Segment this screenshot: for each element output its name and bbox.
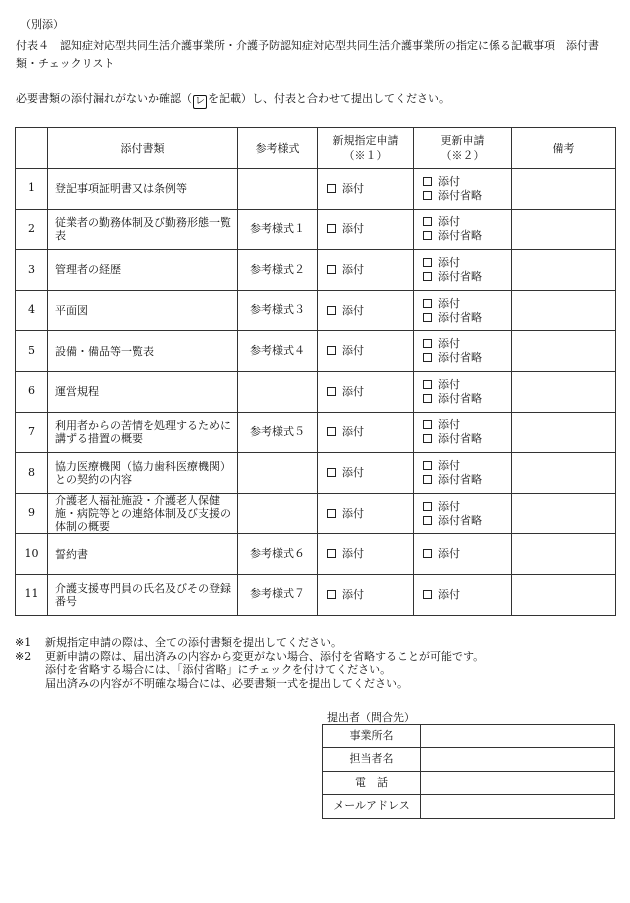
remarks-cell[interactable] — [512, 534, 616, 575]
row-number: 11 — [16, 574, 48, 615]
renewal-attach-label: 添付 — [438, 377, 460, 391]
renewal-omit-label: 添付省略 — [438, 391, 482, 405]
renewal-cell — [414, 493, 512, 534]
new-attach-label: 添付 — [342, 506, 364, 520]
table-row — [16, 412, 616, 453]
new-attach-label: 添付 — [342, 425, 364, 439]
new-attach-checkbox[interactable] — [327, 549, 336, 558]
header-renewal — [414, 128, 512, 169]
new-application-cell — [318, 331, 414, 372]
document-name: 介護老人福祉施設・介護老人保健施・病院等との連絡体制及び支援の体制の概要 — [48, 493, 238, 534]
submitter-row — [323, 748, 615, 771]
new-attach-checkbox[interactable] — [327, 184, 336, 193]
new-application-cell — [318, 493, 414, 534]
note-item — [15, 650, 605, 691]
document-name: 運営規程 — [48, 371, 238, 412]
submitter-value-field[interactable] — [421, 725, 615, 748]
renewal-cell — [414, 574, 512, 615]
renewal-attach-checkbox[interactable] — [423, 177, 432, 186]
new-attach-label: 添付 — [342, 303, 364, 317]
new-attach-label: 添付 — [342, 384, 364, 398]
reference-form: 参考様式５ — [238, 412, 318, 453]
document-name: 設備・備品等一覧表 — [48, 331, 238, 372]
renewal-omit-checkbox[interactable] — [423, 394, 432, 403]
table-row — [16, 290, 616, 331]
submitter-label: 事業所名 — [323, 725, 421, 748]
table-row — [16, 574, 616, 615]
submitter-label: 担当者名 — [323, 748, 421, 771]
remarks-cell[interactable] — [512, 371, 616, 412]
renewal-attach-checkbox[interactable] — [423, 420, 432, 429]
header-no — [16, 128, 48, 169]
header-renewal-label: 更新申請 — [440, 134, 485, 147]
note-line: 更新申請の際は、届出済みの内容から変更がない場合、添付を省略することが可能です。 — [45, 649, 485, 663]
table-row — [16, 331, 616, 372]
new-attach-label: 添付 — [342, 344, 364, 358]
new-attach-checkbox[interactable] — [327, 387, 336, 396]
renewal-omit-checkbox[interactable] — [423, 475, 432, 484]
new-attach-checkbox[interactable] — [327, 306, 336, 315]
renewal-attach-checkbox[interactable] — [423, 339, 432, 348]
document-name: 従業者の勤務体制及び勤務形態一覧表 — [48, 209, 238, 250]
header-new-application-note: （※１） — [343, 149, 388, 162]
new-attach-label: 添付 — [342, 547, 364, 561]
renewal-omit-checkbox[interactable] — [423, 434, 432, 443]
header-document: 添付書類 — [48, 128, 238, 169]
checklist-table — [15, 127, 616, 616]
row-number: 2 — [16, 209, 48, 250]
instruction-text — [16, 92, 450, 109]
document-name: 介護支援専門員の氏名及びその登録番号 — [48, 574, 238, 615]
renewal-attach-label: 添付 — [438, 418, 460, 432]
renewal-cell — [414, 290, 512, 331]
renewal-cell — [414, 331, 512, 372]
header-new-application-label: 新規指定申請 — [332, 134, 399, 147]
new-attach-label: 添付 — [342, 587, 364, 601]
renewal-attach-label: 添付 — [438, 587, 460, 601]
remarks-cell[interactable] — [512, 574, 616, 615]
remarks-cell[interactable] — [512, 453, 616, 494]
reference-form: 参考様式２ — [238, 250, 318, 291]
new-attach-label: 添付 — [342, 222, 364, 236]
new-attach-checkbox[interactable] — [327, 590, 336, 599]
note-body — [45, 636, 605, 650]
renewal-cell — [414, 534, 512, 575]
row-number: 8 — [16, 453, 48, 494]
submitter-label: 電 話 — [323, 771, 421, 794]
renewal-attach-label: 添付 — [438, 215, 460, 229]
reference-form — [238, 169, 318, 210]
renewal-omit-label: 添付省略 — [438, 188, 482, 202]
table-row — [16, 493, 616, 534]
submitter-row — [323, 795, 615, 818]
new-application-cell — [318, 534, 414, 575]
new-application-cell — [318, 250, 414, 291]
new-application-cell — [318, 453, 414, 494]
new-application-cell — [318, 169, 414, 210]
renewal-omit-label: 添付省略 — [438, 513, 482, 527]
note-line: 届出済みの内容が不明確な場合には、必要書類一式を提出してください。 — [45, 676, 408, 690]
submitter-value-field[interactable] — [421, 771, 615, 794]
row-number: 9 — [16, 493, 48, 534]
header-reference: 参考様式 — [238, 128, 318, 169]
document-name: 登記事項証明書又は条例等 — [48, 169, 238, 210]
new-attach-checkbox[interactable] — [327, 224, 336, 233]
remarks-cell[interactable] — [512, 169, 616, 210]
renewal-attach-checkbox[interactable] — [423, 258, 432, 267]
renewal-omit-checkbox[interactable] — [423, 191, 432, 200]
instruction-before: 必要書類の添付漏れがないか確認（ — [16, 92, 192, 105]
remarks-cell[interactable] — [512, 209, 616, 250]
new-attach-label: 添付 — [342, 262, 364, 276]
renewal-attach-label: 添付 — [438, 458, 460, 472]
new-attach-checkbox[interactable] — [327, 346, 336, 355]
table-row — [16, 534, 616, 575]
table-row — [16, 250, 616, 291]
submitter-caption: 提出者（問合先） — [327, 711, 415, 724]
document-name: 平面図 — [48, 290, 238, 331]
reference-form — [238, 493, 318, 534]
renewal-attach-checkbox[interactable] — [423, 217, 432, 226]
notes — [15, 636, 605, 690]
document-name: 管理者の経歴 — [48, 250, 238, 291]
renewal-attach-label: 添付 — [438, 296, 460, 310]
renewal-omit-checkbox[interactable] — [423, 231, 432, 240]
renewal-omit-label: 添付省略 — [438, 351, 482, 365]
renewal-attach-checkbox[interactable] — [423, 502, 432, 511]
instruction-after: を記載）し、付表と合わせて提出してください。 — [208, 92, 450, 105]
submitter-row — [323, 771, 615, 794]
renewal-omit-checkbox[interactable] — [423, 313, 432, 322]
row-number: 3 — [16, 250, 48, 291]
renewal-attach-checkbox[interactable] — [423, 549, 432, 558]
document-name: 利用者からの苦情を処理するために講ずる措置の概要 — [48, 412, 238, 453]
renewal-omit-checkbox[interactable] — [423, 516, 432, 525]
renewal-omit-label: 添付省略 — [438, 472, 482, 486]
row-number: 5 — [16, 331, 48, 372]
annex-label: （別添） — [20, 18, 64, 31]
header-renewal-note: （※２） — [440, 149, 485, 162]
submitter-value-field[interactable] — [421, 795, 615, 818]
remarks-cell[interactable] — [512, 250, 616, 291]
table-row — [16, 371, 616, 412]
table-row — [16, 453, 616, 494]
new-attach-checkbox[interactable] — [327, 265, 336, 274]
remarks-cell[interactable] — [512, 290, 616, 331]
renewal-omit-label: 添付省略 — [438, 310, 482, 324]
renewal-omit-checkbox[interactable] — [423, 353, 432, 362]
reference-form: 参考様式７ — [238, 574, 318, 615]
note-body — [45, 650, 605, 691]
table-header-row — [16, 128, 616, 169]
new-attach-checkbox[interactable] — [327, 468, 336, 477]
table-row — [16, 209, 616, 250]
submitter-value-field[interactable] — [421, 748, 615, 771]
remarks-cell[interactable] — [512, 493, 616, 534]
reference-form: 参考様式１ — [238, 209, 318, 250]
new-attach-checkbox[interactable] — [327, 427, 336, 436]
renewal-cell — [414, 371, 512, 412]
renewal-cell — [414, 250, 512, 291]
renewal-attach-checkbox[interactable] — [423, 299, 432, 308]
new-application-cell — [318, 209, 414, 250]
header-remarks: 備考 — [512, 128, 616, 169]
document-name: 誓約書 — [48, 534, 238, 575]
renewal-cell — [414, 209, 512, 250]
table-row — [16, 169, 616, 210]
new-application-cell — [318, 574, 414, 615]
reference-form: 参考様式３ — [238, 290, 318, 331]
new-application-cell — [318, 290, 414, 331]
renewal-attach-label: 添付 — [438, 547, 460, 561]
renewal-attach-label: 添付 — [438, 255, 460, 269]
reference-form: 参考様式６ — [238, 534, 318, 575]
row-number: 10 — [16, 534, 48, 575]
note-mark: ※1 — [15, 636, 32, 649]
new-application-cell — [318, 371, 414, 412]
reference-form: 参考様式４ — [238, 331, 318, 372]
row-number: 7 — [16, 412, 48, 453]
renewal-attach-label: 添付 — [438, 337, 460, 351]
submitter-table — [322, 724, 615, 819]
renewal-attach-checkbox[interactable] — [423, 380, 432, 389]
submitter-row — [323, 725, 615, 748]
header-new-application — [318, 128, 414, 169]
new-attach-label: 添付 — [342, 181, 364, 195]
note-mark: ※2 — [15, 649, 32, 663]
renewal-omit-checkbox[interactable] — [423, 272, 432, 281]
page-title: 付表４ 認知症対応型共同生活介護事業所・介護予防認知症対応型共同生活介護事業所の指定に係る記載事項 添付書類・チェックリスト — [16, 39, 599, 70]
submitter-label: メールアドレス — [323, 795, 421, 818]
renewal-omit-label: 添付省略 — [438, 432, 482, 446]
renewal-omit-label: 添付省略 — [438, 269, 482, 283]
row-number: 4 — [16, 290, 48, 331]
note-line: 添付を省略する場合には、「添付省略」にチェックを付けてください。 — [45, 663, 392, 676]
document-name: 協力医療機関（協力歯科医療機関）との契約の内容 — [48, 453, 238, 494]
renewal-attach-label: 添付 — [438, 499, 460, 513]
new-attach-checkbox[interactable] — [327, 509, 336, 518]
check-mark-icon: レ — [195, 96, 205, 107]
renewal-attach-label: 添付 — [438, 174, 460, 188]
renewal-attach-checkbox[interactable] — [423, 590, 432, 599]
reference-form — [238, 371, 318, 412]
note-item — [15, 636, 605, 650]
renewal-cell — [414, 169, 512, 210]
remarks-cell[interactable] — [512, 331, 616, 372]
renewal-attach-checkbox[interactable] — [423, 461, 432, 470]
renewal-omit-label: 添付省略 — [438, 229, 482, 243]
row-number: 6 — [16, 371, 48, 412]
new-attach-label: 添付 — [342, 465, 364, 479]
row-number: 1 — [16, 169, 48, 210]
new-application-cell — [318, 412, 414, 453]
remarks-cell[interactable] — [512, 412, 616, 453]
renewal-cell — [414, 453, 512, 494]
renewal-cell — [414, 412, 512, 453]
note-line: 新規指定申請の際は、全ての添付書類を提出してください。 — [45, 636, 342, 649]
reference-form — [238, 453, 318, 494]
